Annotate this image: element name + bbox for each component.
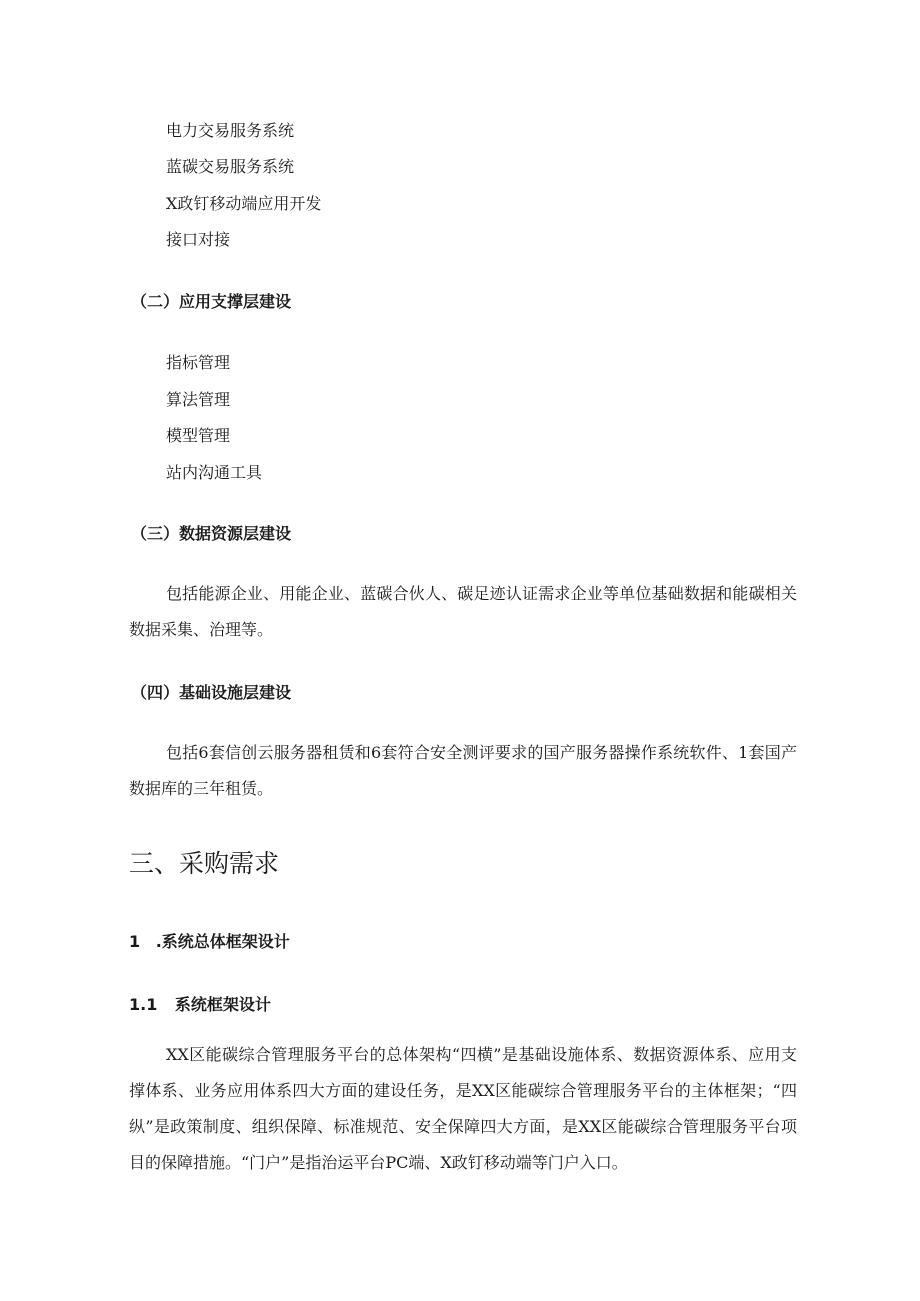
subsection-number: 1.1 [129,995,158,1014]
subsection-title: .系统总体框架设计 [155,932,290,951]
subsection-number: 1 [129,932,141,951]
framework-paragraph: XX区能碳综合管理服务平台的总体架构“四横”是基础设施体系、数据资源体系、应用支撑体系、业务应用体系四大方面的建设任务，是XX区能碳综合管理服务平台的主体框架；“四纵”是政策制度、组织保障、标准规范、安全保障四大方面，是XX区能碳综合管理服务平台项目的保障措施。“门户”是指治运平台PC端、X政钉移动端等门户入口。 [129,1045,797,1172]
infra-layer-paragraph: 包括6套信创云服务器租赁和6套符合安全测评要求的国产服务器操作系统软件、1套国产数据库的三年租赁。 [129,743,797,798]
business-item: 电力交易服务系统 [166,121,295,140]
support-item: 指标管理 [166,353,231,372]
section-title: 三、采购需求 [129,849,280,878]
business-item: 蓝碳交易服务系统 [166,157,295,176]
support-item: 算法管理 [166,390,231,409]
subsection-heading [129,932,290,952]
subsection-heading [129,995,271,1015]
infra-layer-heading: （四）基础设施层建设 [131,683,292,702]
data-layer-heading: （三）数据资源层建设 [131,524,292,543]
support-item: 站内沟通工具 [166,463,263,482]
business-item: 接口对接 [166,230,231,249]
support-item: 模型管理 [166,426,231,445]
support-layer-heading: （二）应用支撑层建设 [131,292,292,311]
data-layer-paragraph: 包括能源企业、用能企业、蓝碳合伙人、碳足迹认证需求企业等单位基础数据和能碳相关数据采集、治理等。 [129,584,797,639]
subsection-title: 系统框架设计 [174,995,271,1014]
business-item: X政钉移动端应用开发 [166,194,322,213]
